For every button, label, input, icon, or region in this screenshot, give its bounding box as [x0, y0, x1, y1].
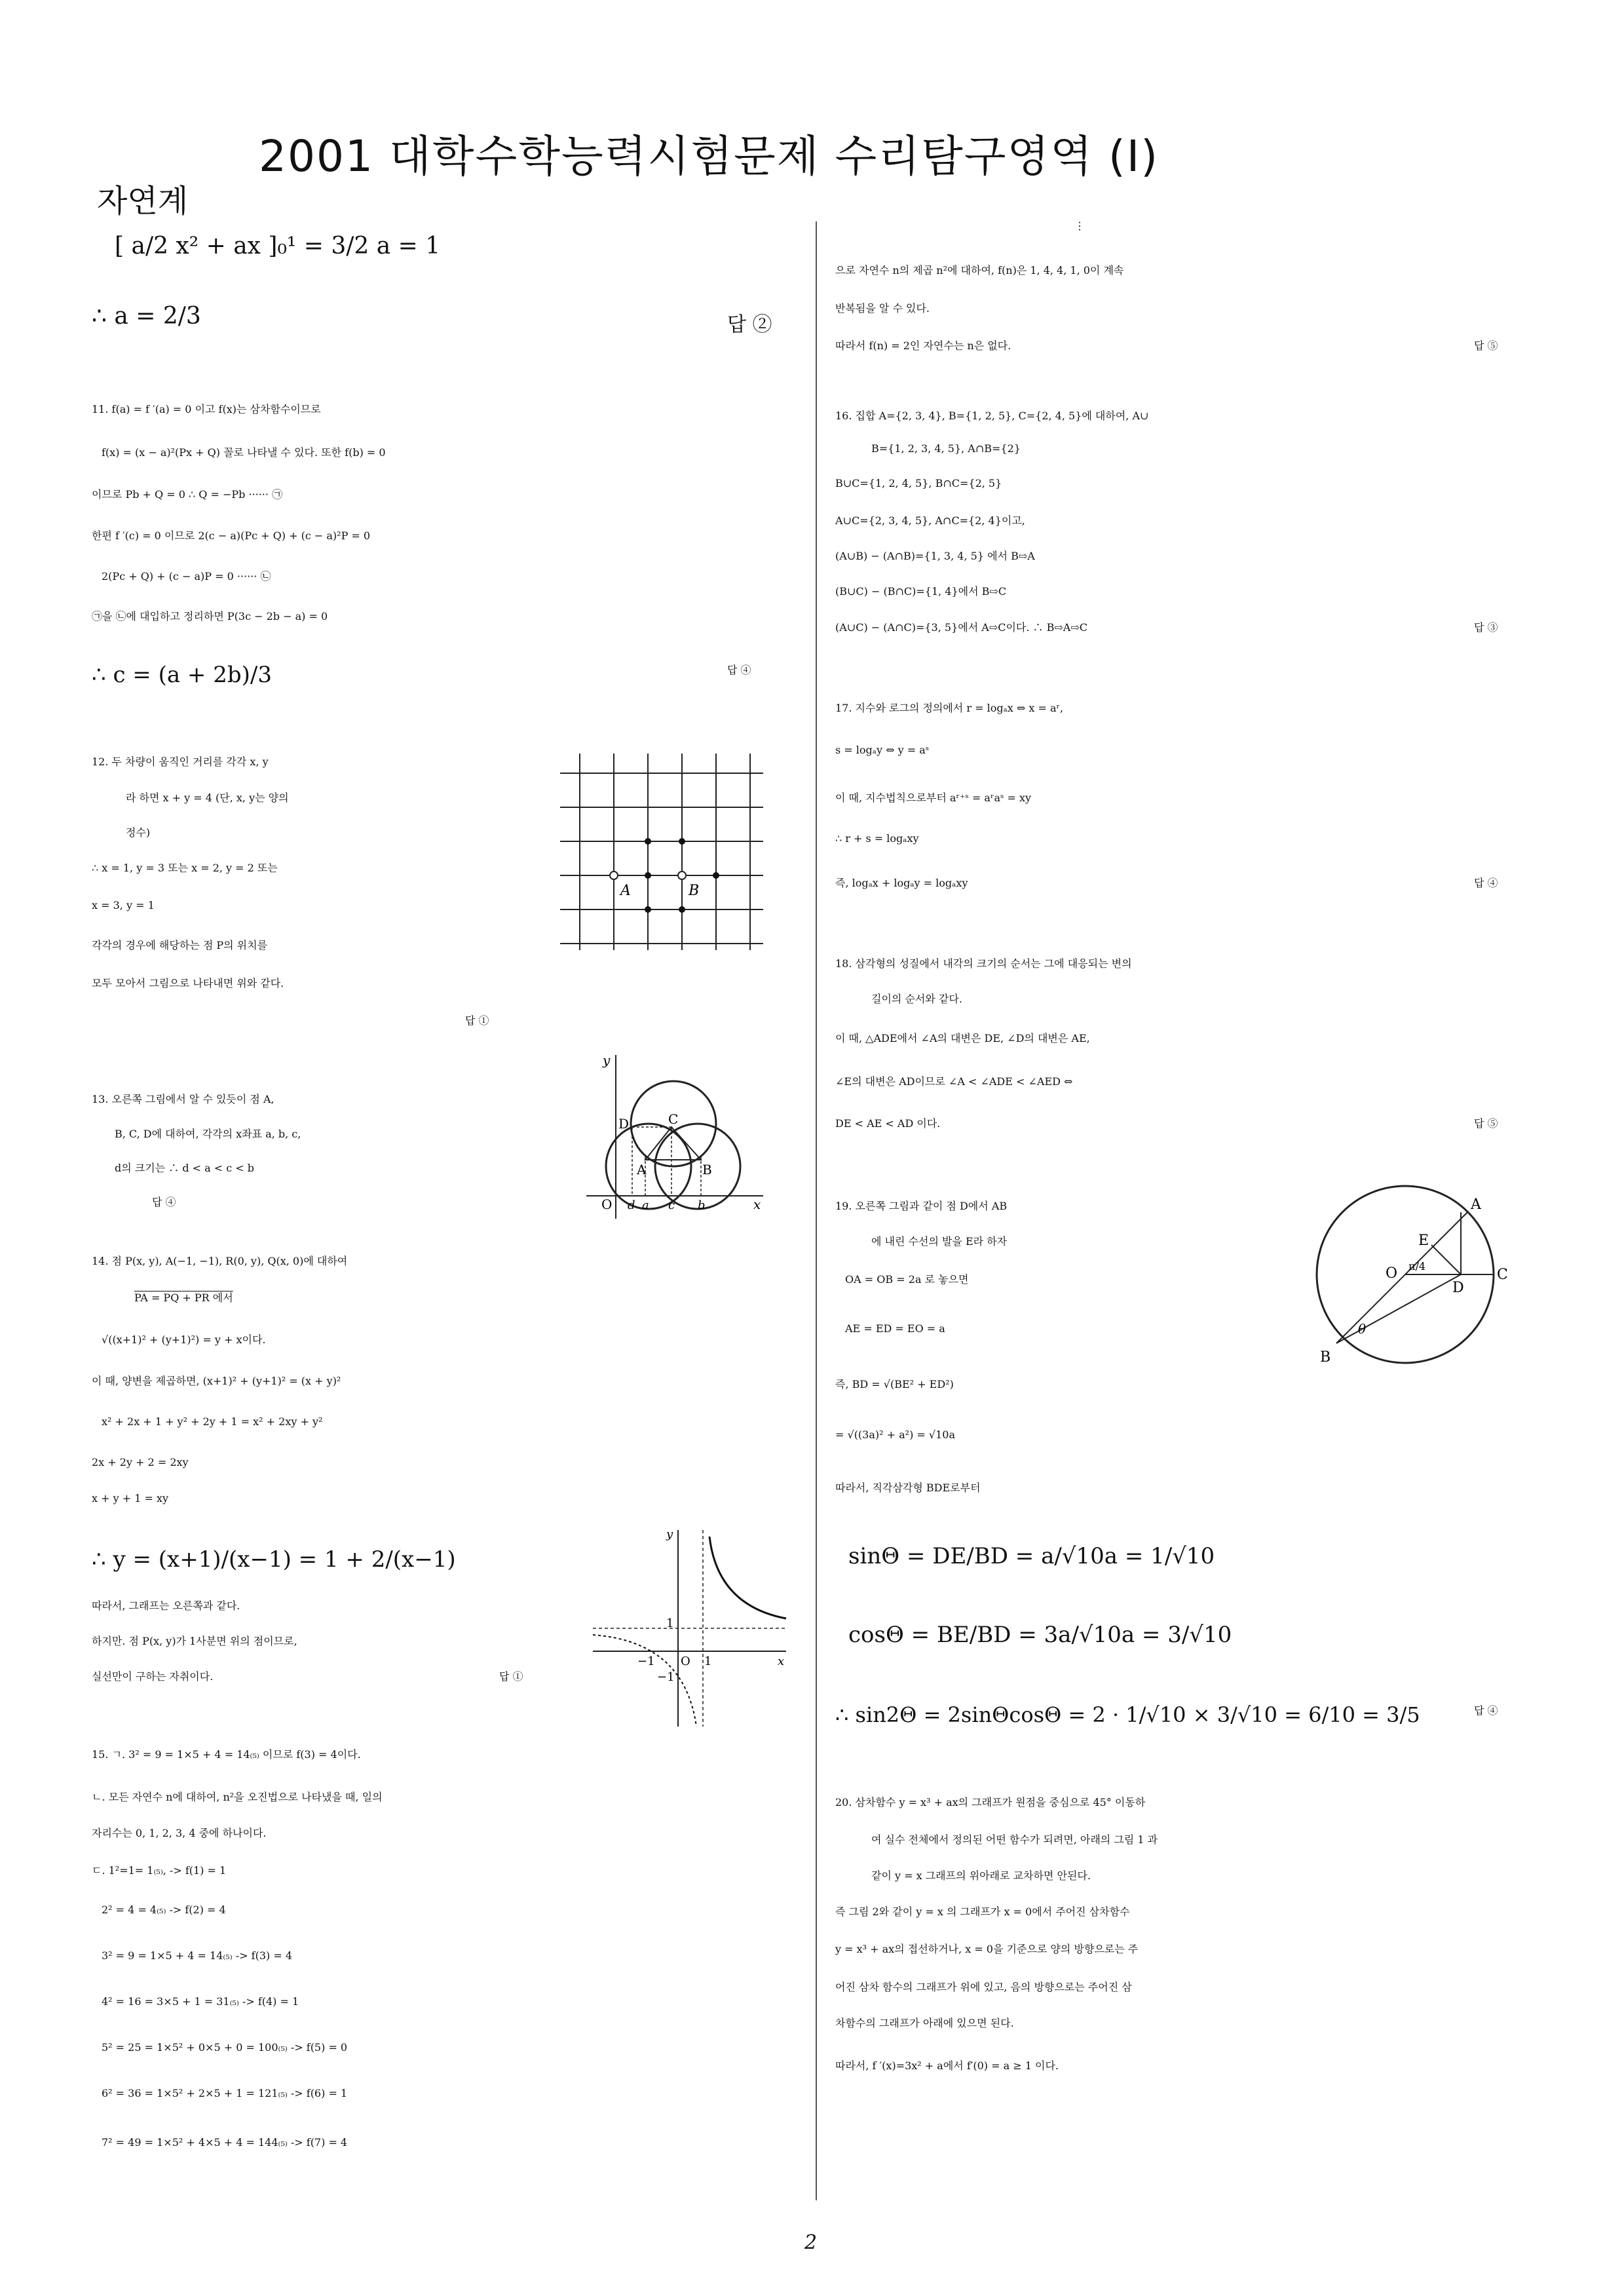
text-line: 으로 자연수 n의 제곱 n²에 대하여, f(n)은 1, 4, 4, 1, 0이 계속 [835, 264, 1124, 277]
answer-label: 답 ④ [1474, 1704, 1498, 1717]
text-line: ∴ r + s = logₐxy [835, 832, 919, 845]
angle-label-theta: θ [1358, 1321, 1367, 1337]
text-line: 하지만. 점 P(x, y)가 1사분면 위의 점이므로, [92, 1635, 297, 1647]
text-line: 이므로 Pb + Q = 0 ∴ Q = −Pb ······ ㉠ [92, 488, 283, 501]
text-line: 11. f(a) = f ′(a) = 0 이고 f(x)는 삼차함수이므로 [92, 403, 321, 415]
text-line: 즉, logₐx + logₐy = logₐxy [835, 877, 968, 889]
text-line: 실선만이 구하는 자취이다. [92, 1670, 214, 1683]
angle-label-pi4: π/4 [1408, 1260, 1426, 1272]
text-line: ∴ a = 2/3 [92, 303, 201, 330]
text-line: 따라서, 직각삼각형 BDE로부터 [835, 1482, 981, 1494]
column-divider [816, 221, 817, 2200]
text-line: 14. 점 P(x, y), A(−1, −1), R(0, y), Q(x, 0)에 대하여 [92, 1255, 348, 1267]
text-line: (B∪C) − (B∩C)={1, 4}에서 B⇨C [835, 585, 1007, 598]
text-line: d의 크기는 ∴ d < a < c < b [115, 1162, 255, 1174]
text-line: ∴ c = (a + 2b)/3 [92, 662, 272, 688]
text-line: 따라서, f ′(x)=3x² + a에서 f′(0) = a ≥ 1 이다. [835, 2059, 1059, 2072]
answer-label: 답 ⑤ [1474, 339, 1498, 352]
text-line: 7² = 49 = 1×5² + 4×5 + 4 = 144₍₅₎ -> f(7) = 4 [102, 2136, 348, 2149]
text-line: 2² = 4 = 4₍₅₎ -> f(2) = 4 [102, 1904, 226, 1916]
text-line: (A∪B) − (A∩B)={1, 3, 4, 5} 에서 B⇨A [835, 550, 1035, 562]
tick-label-a: a [642, 1198, 649, 1212]
tick-label-neg1: −1 [637, 1655, 655, 1668]
circles-figure [576, 1048, 766, 1225]
tick-label-d: d [628, 1198, 635, 1212]
text-line: OA = OB = 2a 로 놓으면 [845, 1273, 969, 1286]
text-line: ∠E의 대변은 AD이므로 ∠A < ∠ADE < ∠AED ⇔ [835, 1075, 1073, 1088]
text-line: x² + 2x + 1 + y² + 2y + 1 = x² + 2xy + y² [102, 1415, 323, 1428]
text-line: x + y + 1 = xy [92, 1492, 169, 1504]
text-line: 13. 오른쪽 그림에서 알 수 있듯이 점 A, [92, 1093, 274, 1105]
point-label-e: E [1418, 1233, 1429, 1249]
text-line: ∴ x = 1, y = 3 또는 x = 2, y = 2 또는 [92, 862, 278, 874]
text-line: cosΘ = BE/BD = 3a/√10a = 3/√10 [848, 1622, 1232, 1648]
text-line: ㄴ. 모든 자연수 n에 대하여, n²을 오진법으로 나타냈을 때, 일의 [92, 1791, 383, 1803]
text-line: 즉 그림 2와 같이 y = x 의 그래프가 x = 0에서 주어진 삼차함수 [835, 1905, 1130, 1918]
point-label-d: D [1452, 1280, 1464, 1296]
text-line: 4² = 16 = 3×5 + 1 = 31₍₅₎ -> f(4) = 1 [102, 1995, 299, 2008]
answer-label: 답 ⑤ [1474, 1117, 1498, 1130]
text-line: PA = PQ + PR 에서 [134, 1292, 233, 1304]
text-line: ⋮ [1074, 220, 1085, 232]
text-line: y = x³ + ax의 접선하거나, x = 0을 기준으로 양의 방향으로는 주 [835, 1943, 1139, 1955]
section-heading: 자연계 [97, 183, 189, 220]
tick-label-x1: 1 [704, 1655, 712, 1668]
point-label-b: B [689, 883, 700, 899]
text-line: 이 때, 지수법칙으로부터 aʳ⁺ˢ = aʳaˢ = xy [835, 792, 1032, 804]
text-line: (A∪C) − (A∩C)={3, 5}에서 A⇨C이다. ∴ B⇨A⇨C [835, 621, 1087, 634]
text-line: = √((3a)² + a²) = √10a [835, 1428, 955, 1441]
answer-label: 답 ① [465, 1014, 489, 1027]
text-line: ㄷ. 1²=1= 1₍₅₎, -> f(1) = 1 [92, 1864, 227, 1877]
text-line: 3² = 9 = 1×5 + 4 = 14₍₅₎ -> f(3) = 4 [102, 1949, 292, 1962]
text-line: 즉, BD = √(BE² + ED²) [835, 1378, 954, 1390]
text-line: 에 내린 수선의 발을 E라 하자 [871, 1235, 1008, 1248]
text-line: 길이의 순서와 같다. [871, 993, 962, 1005]
text-line: ∴ sin2Θ = 2sinΘcosΘ = 2 · 1/√10 × 3/√10 = 6/10 = 3/5 [835, 1702, 1420, 1727]
text-line: 같이 y = x 그래프의 위아래로 교차하면 안된다. [871, 1869, 1091, 1882]
tick-label-c: c [668, 1198, 675, 1212]
axis-label-x: x [753, 1196, 761, 1212]
tick-label-1: 1 [666, 1617, 674, 1630]
point-label-a: A [1471, 1196, 1481, 1213]
axis-label-y: y [666, 1530, 673, 1541]
axis-label-y: y [603, 1052, 611, 1068]
text-line: 2(Pc + Q) + (c − a)P = 0 ······ ㉡ [102, 570, 271, 583]
text-line: 6² = 36 = 1×5² + 2×5 + 1 = 121₍₅₎ -> f(6) = 1 [102, 2087, 348, 2099]
answer-label: 답 ① [499, 1670, 523, 1683]
text-line: 15. ㄱ. 3² = 9 = 1×5 + 4 = 14₍₅₎ 이므로 f(3) = 4이다. [92, 1748, 361, 1761]
text-line: [ a/2 x² + ax ]₀¹ = 3/2 a = 1 [115, 233, 441, 259]
text-line: 이 때, 양변을 제곱하면, (x+1)² + (y+1)² = (x + y)² [92, 1375, 341, 1387]
text-line: 16. 집합 A={2, 3, 4}, B={1, 2, 5}, C={2, 4, 5}에 대하여, A∪ [835, 410, 1149, 422]
text-line: 라 하면 x + y = 4 (단, x, y는 양의 [126, 792, 289, 804]
tick-label-b: b [698, 1198, 706, 1212]
point-label-b: B [1320, 1349, 1331, 1366]
point-label-a: A [637, 1162, 647, 1177]
text-line: B, C, D에 대하여, 각각의 x좌표 a, b, c, [115, 1128, 301, 1140]
text-line: 각각의 경우에 해당하는 점 P의 위치를 [92, 939, 268, 951]
text-line: x = 3, y = 1 [92, 899, 155, 911]
text-line: B∪C={1, 2, 4, 5}, B∩C={2, 5} [835, 477, 1002, 489]
text-line: 자리수는 0, 1, 2, 3, 4 중에 하나이다. [92, 1827, 267, 1839]
answer-label: 답 ④ [1474, 877, 1498, 889]
page-title: 2001 대학수학능력시험문제 수리탐구영역 (Ⅰ) [259, 131, 1159, 182]
text-line: ∴ y = (x+1)/(x−1) = 1 + 2/(x−1) [92, 1546, 456, 1573]
text-line: f(x) = (x − a)²(Px + Q) 꼴로 나타낼 수 있다. 또한 f(b) = 0 [102, 446, 386, 459]
text-line: s = logₐy ⇔ y = aˢ [835, 744, 930, 756]
text-line: 20. 삼차함수 y = x³ + ax의 그래프가 원점을 중심으로 45° 이동하 [835, 1796, 1146, 1808]
text-line: 한편 f ′(c) = 0 이므로 2(c − a)(Pc + Q) + (c − a)²P = 0 [92, 529, 371, 542]
origin-label: O [601, 1196, 613, 1212]
answer-label: 답 ② [727, 313, 772, 336]
point-label-b: B [702, 1162, 712, 1177]
point-label-a: A [620, 883, 631, 899]
text-line: 반복됨을 알 수 있다. [835, 302, 930, 315]
text-line: AE = ED = EO = a [845, 1322, 945, 1335]
point-label-d: D [618, 1116, 630, 1132]
text-line: A∪C={2, 3, 4, 5}, A∩C={2, 4}이고, [835, 514, 1025, 527]
point-label-c: C [668, 1111, 679, 1127]
page-number: 2 [804, 2231, 818, 2254]
text-line: 차함수의 그래프가 아래에 있으면 된다. [835, 2017, 1014, 2029]
text-line: 2x + 2y + 2 = 2xy [92, 1456, 189, 1468]
circle-triangle-figure [1300, 1179, 1517, 1369]
origin-label: O [681, 1655, 690, 1668]
text-line: 12. 두 차량이 움직인 거리를 각각 x, y [92, 756, 269, 768]
text-line: 17. 지수와 로그의 정의에서 r = logₐx ⇔ x = aʳ, [835, 702, 1064, 714]
tick-label-yneg1: −1 [657, 1670, 675, 1684]
text-line: 19. 오른쪽 그림과 같이 점 D에서 AB [835, 1200, 1008, 1212]
text-line: 정수) [126, 826, 151, 839]
text-line: 이 때, △ADE에서 ∠A의 대변은 DE, ∠D의 대변은 AE, [835, 1032, 1090, 1044]
text-line: sinΘ = DE/BD = a/√10a = 1/√10 [848, 1543, 1215, 1569]
text-line: 모두 모아서 그림으로 나타내면 위와 같다. [92, 977, 284, 989]
text-line: 따라서 f(n) = 2인 자연수는 n은 없다. [835, 339, 1011, 352]
answer-label: 답 ④ [152, 1196, 176, 1208]
answer-label: 답 ④ [727, 664, 751, 676]
text-line: 어진 삼차 함수의 그래프가 위에 있고, 음의 방향으로는 주어진 삼 [835, 1981, 1132, 1993]
hyperbola-graph [593, 1530, 789, 1727]
text-line: 5² = 25 = 1×5² + 0×5 + 0 = 100₍₅₎ -> f(5) = 0 [102, 2041, 348, 2054]
text-line: B={1, 2, 3, 4, 5}, A∩B={2} [871, 442, 1021, 455]
text-line: 18. 삼각형의 성질에서 내각의 크기의 순서는 그에 대응되는 변의 [835, 957, 1132, 970]
text-line: 따라서, 그래프는 오른쪽과 같다. [92, 1599, 240, 1612]
text-line: 여 실수 전체에서 정의된 어떤 함수가 되려면, 아래의 그림 1 과 [871, 1833, 1158, 1846]
grid-figure [560, 754, 763, 950]
point-label-o: O [1386, 1265, 1398, 1282]
text-line: ㉠을 ㉡에 대입하고 정리하면 P(3c − 2b − a) = 0 [92, 610, 328, 622]
answer-label: 답 ③ [1474, 621, 1498, 634]
text-line: √((x+1)² + (y+1)²) = y + x이다. [102, 1333, 266, 1346]
text-line: DE < AE < AD 이다. [835, 1117, 941, 1130]
axis-label-x: x [778, 1655, 785, 1668]
point-label-c: C [1497, 1267, 1508, 1283]
